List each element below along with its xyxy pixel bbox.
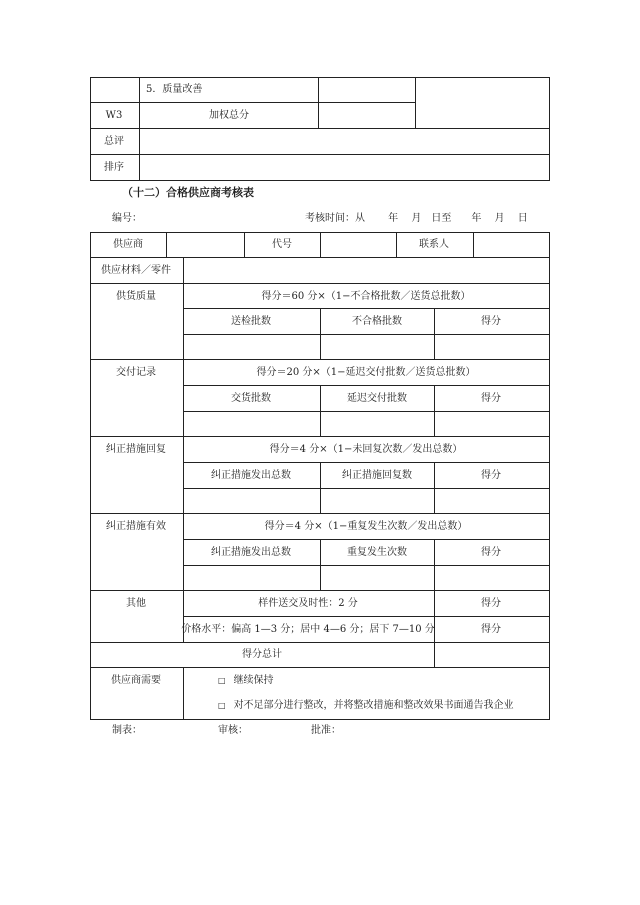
contact-label: 联系人 xyxy=(419,239,449,250)
reply-col3: 得分 xyxy=(481,470,501,481)
option-rectify-label: 对不足部分进行整改，并将整改措施和整改效果书面通告我企业 xyxy=(233,700,514,711)
delivery-col3: 得分 xyxy=(481,393,501,404)
quality-col1: 送检批数 xyxy=(231,316,271,327)
delivery-col2: 延迟交付批数 xyxy=(347,393,407,404)
number-label: 编号： xyxy=(112,213,142,224)
sample-timeliness: 样件送交及时性：2 分 xyxy=(258,598,358,609)
quality-improve-item: 5．质量改善 xyxy=(146,84,203,95)
checkbox-icon[interactable]: □ xyxy=(218,701,226,710)
material-label: 供应材料／零件 xyxy=(101,265,171,276)
reply-col2: 纠正措施回复数 xyxy=(342,470,412,481)
effective-col2: 重复发生次数 xyxy=(347,547,407,558)
delivery-formula: 得分＝20 分×（1−延迟交付批数／送货总批数） xyxy=(256,367,476,378)
quality-col2: 不合格批数 xyxy=(352,316,402,327)
option-continue[interactable] xyxy=(218,674,274,688)
other-label: 其他 xyxy=(126,598,146,609)
ranking-label: 排序 xyxy=(104,162,124,173)
reply-label: 纠正措施回复 xyxy=(106,444,166,455)
reviewer-label: 审核： xyxy=(218,725,248,736)
period-label: 考核时间：从 年 月 日至 年 月 日 xyxy=(305,213,528,224)
quality-col3: 得分 xyxy=(481,316,501,327)
option-rectify[interactable] xyxy=(218,699,514,713)
option-continue-label: 继续保持 xyxy=(233,675,274,686)
other-score1: 得分 xyxy=(481,598,501,609)
delivery-col1: 交货批数 xyxy=(231,393,271,404)
reply-formula: 得分＝4 分×（1−未回复次数／发出总数） xyxy=(269,444,463,455)
total-label: 得分总计 xyxy=(242,649,282,660)
requirement-label: 供应商需要 xyxy=(111,675,161,686)
checkbox-icon[interactable]: □ xyxy=(218,676,226,685)
overall-label: 总评 xyxy=(104,136,124,147)
effective-formula: 得分＝4 分×（1−重复发生次数／发出总数） xyxy=(264,521,468,532)
effective-label: 纠正措施有效 xyxy=(106,521,166,532)
other-score2: 得分 xyxy=(481,624,501,635)
delivery-label: 交付记录 xyxy=(116,367,156,378)
supplier-label: 供应商 xyxy=(113,239,143,250)
effective-col3: 得分 xyxy=(481,547,501,558)
maker-label: 制表： xyxy=(112,725,142,736)
w3-label: W3 xyxy=(105,110,123,121)
price-level: 价格水平：偏高 1—3 分；居中 4—6 分；居下 7—10 分 xyxy=(181,624,435,635)
reply-col1: 纠正措施发出总数 xyxy=(211,470,291,481)
approver-label: 批准： xyxy=(311,725,341,736)
code-label: 代号 xyxy=(272,239,292,250)
quality-formula: 得分＝60 分×（1−不合格批数／送货总批数） xyxy=(261,291,471,302)
effective-col1: 纠正措施发出总数 xyxy=(211,547,291,558)
page-title: （十二）合格供应商考核表 xyxy=(122,186,254,199)
weighted-total-label: 加权总分 xyxy=(209,110,249,121)
quality-label: 供货质量 xyxy=(116,291,156,302)
